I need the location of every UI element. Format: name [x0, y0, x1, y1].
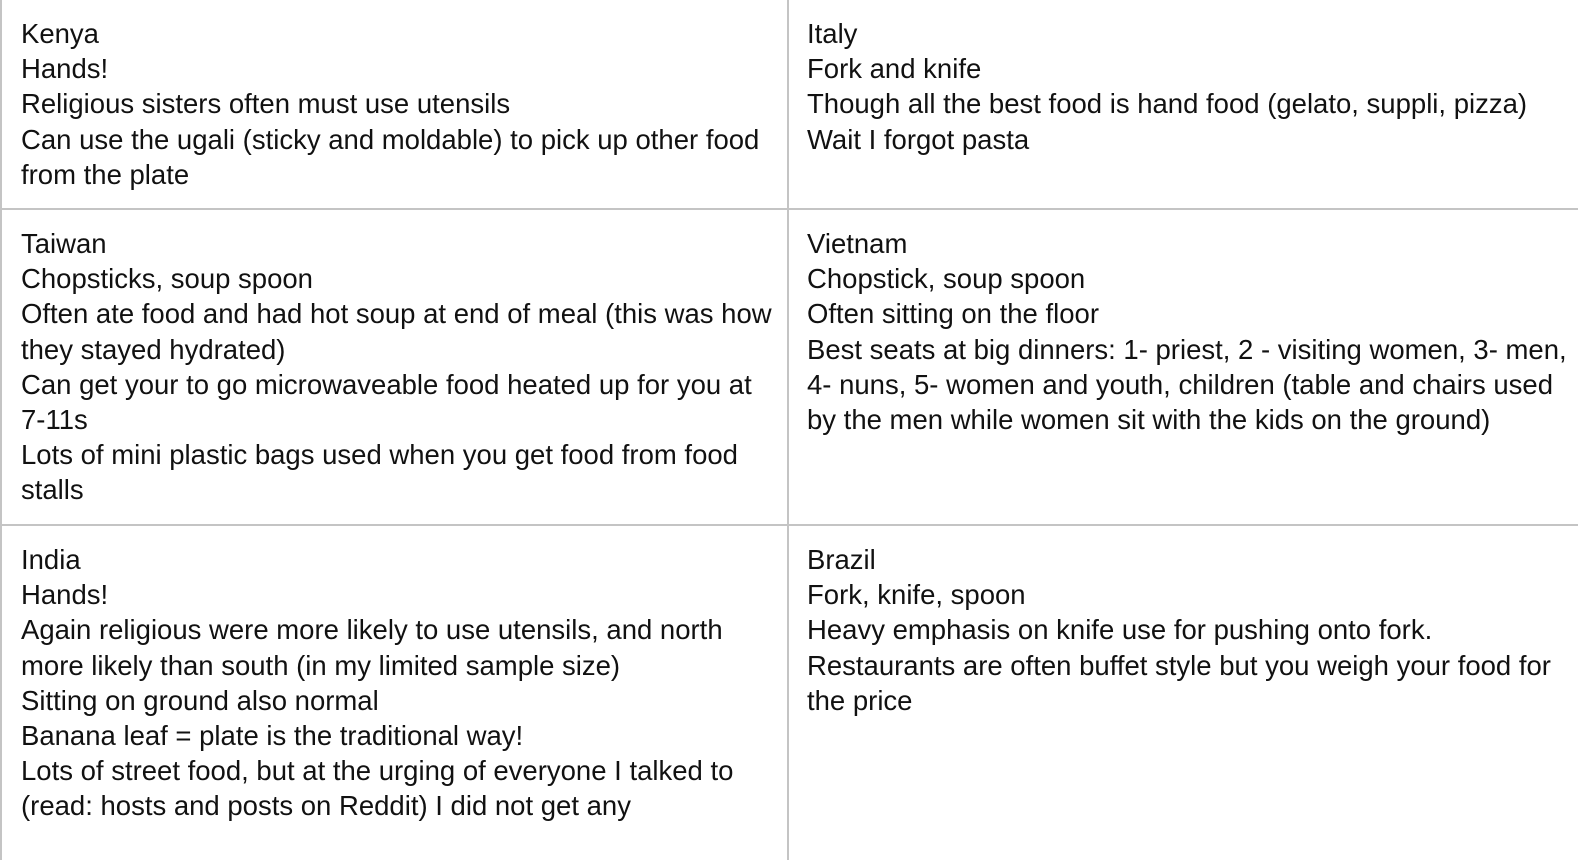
- note-line: Fork and knife: [807, 53, 982, 85]
- note-line: Sitting on ground also normal: [21, 684, 379, 716]
- note-line: Lots of street food, but at the urging of everyone I talked to (read: hosts and posts on Reddit) I did not get any: [21, 755, 734, 822]
- note-line: Chopsticks, soup spoon: [21, 263, 313, 295]
- note-line: Can get your to go microwaveable food heated up for you at 7-11s: [21, 368, 752, 436]
- note-line: Hands!: [21, 53, 109, 85]
- country-name: Kenya: [21, 18, 99, 49]
- country-name: Vietnam: [807, 228, 908, 259]
- table-cell-taiwan: [1, 209, 788, 525]
- note-line: Chopstick, soup spoon: [807, 263, 1086, 295]
- country-name: Brazil: [807, 544, 876, 575]
- table-cell-india: [1, 525, 788, 860]
- note-line: Fork, knife, spoon: [807, 579, 1026, 611]
- table-row: [1, 0, 1578, 209]
- note-line: Heavy emphasis on knife use for pushing onto fork.: [807, 614, 1433, 646]
- table-row: [1, 525, 1578, 860]
- note-line: Best seats at big dinners: 1- priest, 2 - visiting women, 3- men, 4- nuns, 5- women and youth, children (table and chairs used by the men while women sit with the kids on the ground): [807, 333, 1567, 436]
- note-line: Restaurants are often buffet style but you weigh your food for the price: [807, 649, 1551, 716]
- country-name: Taiwan: [21, 228, 107, 259]
- table-cell-brazil: [788, 525, 1578, 860]
- table-cell-vietnam: [788, 209, 1578, 525]
- note-line: Wait I forgot pasta: [807, 123, 1030, 155]
- table-cell-kenya: [1, 0, 788, 209]
- note-line: Can use the ugali (sticky and moldable) to pick up other food from the plate: [21, 123, 760, 190]
- note-line: Hands!: [21, 579, 109, 611]
- note-line: Though all the best food is hand food (gelato, suppli, pizza): [807, 88, 1528, 120]
- note-line: Often sitting on the floor: [807, 298, 1099, 330]
- country-name: India: [21, 544, 81, 575]
- note-line: Banana leaf = plate is the traditional way!: [21, 720, 524, 752]
- note-line: Lots of mini plastic bags used when you get food from food stalls: [21, 439, 738, 506]
- note-line: Often ate food and had hot soup at end of meal (this was how they stayed hydrated): [21, 298, 772, 365]
- table-row: [1, 209, 1578, 525]
- note-line: Religious sisters often must use utensils: [21, 88, 511, 120]
- table-cell-italy: [788, 0, 1578, 209]
- note-line: Again religious were more likely to use utensils, and north more likely than south (in my limited sample size): [21, 614, 723, 681]
- country-name: Italy: [807, 18, 858, 49]
